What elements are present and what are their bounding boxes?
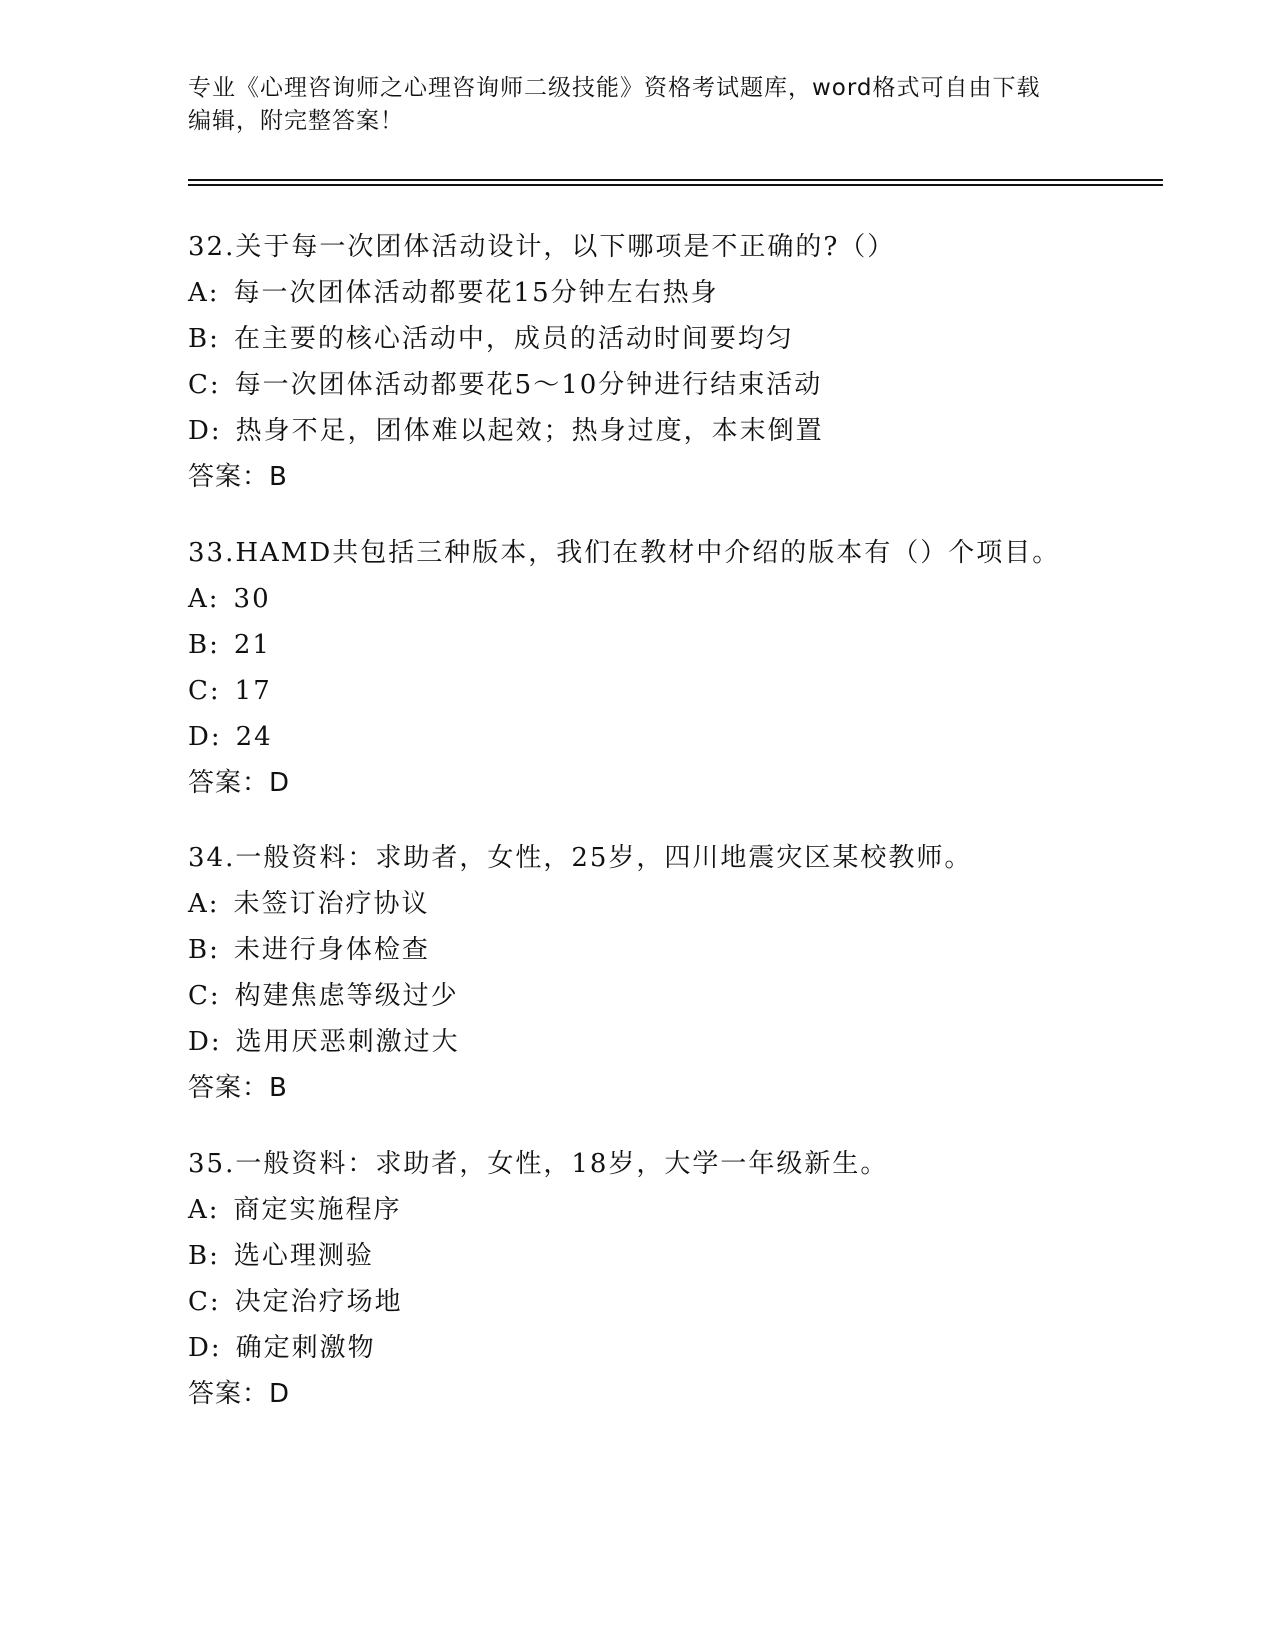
option-separator: : [209,935,220,965]
option-text: 构建焦虑等级过少 [234,981,459,1011]
option-separator: : [208,278,220,308]
option-letter: A [188,278,209,308]
question-stem: 32.关于每一次团体活动设计，以下哪项是不正确的?（） [188,232,896,262]
option-letter: D [188,722,211,752]
option-c [188,1279,1148,1325]
option-letter: B [188,935,210,965]
option-c [188,362,1148,408]
option-text: 热身不足，团体难以起效；热身过度，本末倒置 [235,416,824,446]
question-stem: 33.HAMD共包括三种版本，我们在教材中介绍的版本有（）个项目。 [188,538,1061,568]
option-a [188,576,1148,622]
header-line-1: 专业《心理咨询师之心理咨询师二级技能》资格考试题库，word格式可自由下载 [188,75,1041,101]
option-letter: A [188,889,209,919]
document-header [188,72,1088,138]
option-text: 未进行身体检查 [233,935,430,965]
option-separator: : [210,416,222,446]
option-b [188,927,1148,973]
option-letter: A [188,584,209,614]
option-letter: C [188,676,210,706]
option-separator: : [210,1333,222,1363]
option-c [188,668,1148,714]
answer-value: D [269,768,291,798]
question-stem: 35.一般资料：求助者，女性，18岁，大学一年级新生。 [188,1149,889,1179]
option-separator: : [210,722,222,752]
option-separator: : [208,889,220,919]
option-b [188,1233,1148,1279]
option-text: 21 [233,630,271,660]
option-d [188,408,1148,454]
answer-value: B [269,462,288,492]
option-separator: : [209,981,221,1011]
answer-line [188,1371,1148,1417]
answer-line [188,760,1148,806]
question-34 [188,835,1148,1111]
option-letter: D [188,1333,211,1363]
option-separator: : [209,630,220,660]
answer-value: B [269,1073,288,1103]
option-a [188,1187,1148,1233]
option-a [188,270,1148,316]
option-d [188,1019,1148,1065]
header-line-2: 编辑，附完整答案！ [188,108,404,134]
option-text: 选用厌恶刺激过大 [235,1027,460,1057]
option-c [188,973,1148,1019]
option-text: 每一次团体活动都要花5～10分钟进行结束活动 [234,370,823,400]
option-letter: D [188,1027,211,1057]
option-separator: : [208,1195,220,1225]
answer-line [188,454,1148,500]
option-letter: C [188,370,210,400]
option-b [188,622,1148,668]
option-letter: D [188,416,211,446]
option-separator: : [210,1027,222,1057]
answer-label: 答案： [188,1073,270,1103]
option-letter: B [188,324,210,354]
answer-value: D [269,1379,291,1409]
option-separator: : [208,584,220,614]
answer-label: 答案： [188,462,270,492]
option-letter: B [188,630,210,660]
option-text: 选心理测验 [233,1241,374,1271]
option-text: 决定治疗场地 [234,1287,403,1317]
option-text: 商定实施程序 [233,1195,402,1225]
option-a [188,881,1148,927]
question-32 [188,224,1148,500]
option-text: 30 [233,584,271,614]
option-text: 17 [234,676,272,706]
option-letter: A [188,1195,209,1225]
option-text: 确定刺激物 [235,1333,376,1363]
option-b [188,316,1148,362]
header-divider-bottom [188,184,1163,186]
option-text: 未签订治疗协议 [233,889,430,919]
option-separator: : [209,676,221,706]
option-text: 在主要的核心活动中，成员的活动时间要均匀 [233,324,794,354]
option-letter: C [188,1287,210,1317]
option-separator: : [209,324,220,354]
option-letter: C [188,981,210,1011]
answer-label: 答案： [188,1379,270,1409]
option-letter: B [188,1241,210,1271]
option-separator: : [209,1241,220,1271]
option-separator: : [209,1287,221,1317]
option-d [188,1325,1148,1371]
option-d [188,714,1148,760]
option-separator: : [209,370,221,400]
question-35 [188,1141,1148,1417]
header-divider-top [188,179,1163,181]
answer-line [188,1065,1148,1111]
answer-label: 答案： [188,768,270,798]
option-text: 每一次团体活动都要花15分钟左右热身 [233,278,719,308]
question-stem: 34.一般资料：求助者，女性，25岁，四川地震灾区某校教师。 [188,843,973,873]
question-33 [188,530,1148,806]
option-text: 24 [235,722,273,752]
